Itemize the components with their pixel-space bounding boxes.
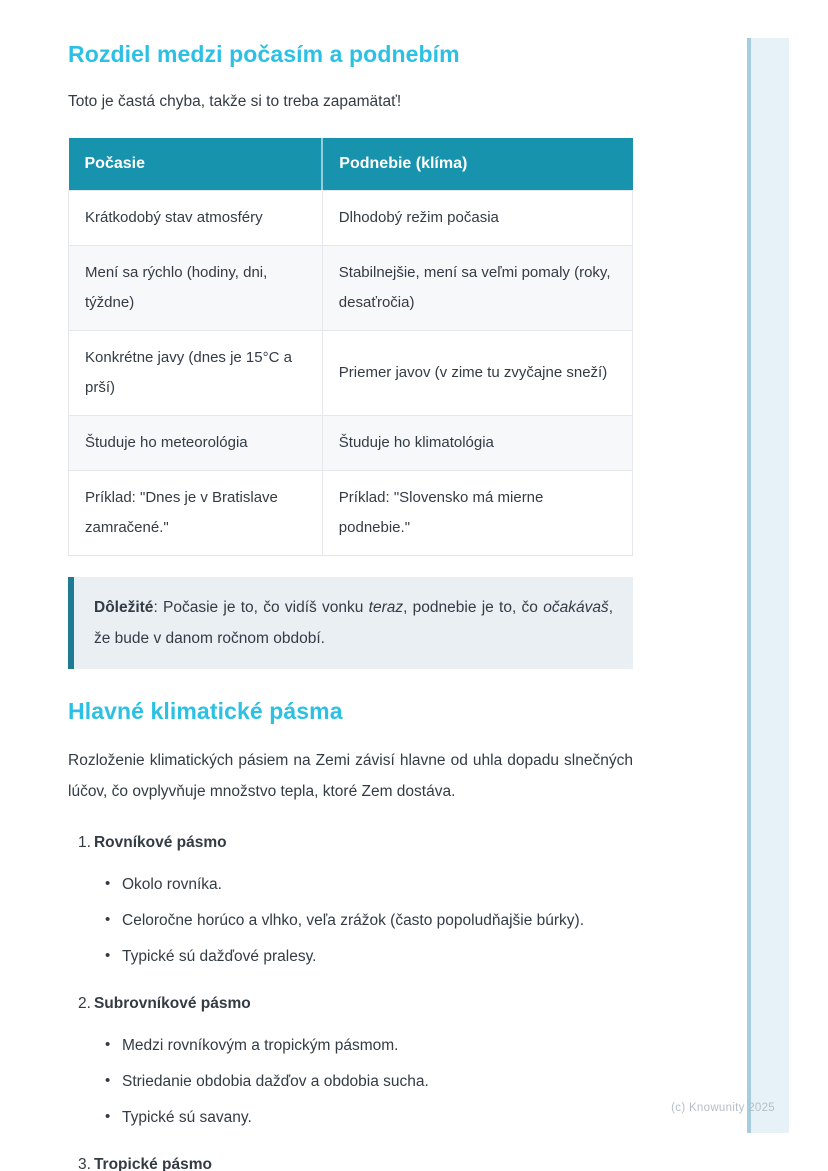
bullet-icon: • bbox=[105, 910, 111, 928]
callout-label: Dôležité bbox=[94, 598, 154, 616]
item-number: 1. bbox=[78, 833, 91, 851]
list-item: • Celoročne horúco a vlhko, veľa zrážok (často popoludňajšie búrky). bbox=[68, 909, 633, 932]
table-cell: Študuje ho meteorológia bbox=[69, 415, 323, 470]
item-number: 3. bbox=[78, 1155, 91, 1171]
list-item-2 bbox=[68, 992, 633, 1129]
table-row bbox=[69, 470, 633, 555]
bullet-list bbox=[68, 873, 633, 968]
callout-text: , že bude v danom ročnom období. bbox=[94, 598, 613, 647]
list-item-3 bbox=[68, 1153, 633, 1171]
item-label: Rovníkové pásmo bbox=[93, 833, 227, 851]
callout-text: , podnebie je to, čo bbox=[403, 598, 544, 616]
document-page bbox=[68, 0, 633, 1171]
item-number: 2. bbox=[78, 994, 91, 1012]
table-cell: Konkrétne javy (dnes je 15°C a prší) bbox=[69, 330, 323, 415]
list-item: • Typické sú savany. bbox=[68, 1106, 633, 1129]
callout-text: : Počasie je to, čo vidíš vonku bbox=[153, 598, 369, 616]
table-cell: Priemer javov (v zime tu zvyčajne sneží) bbox=[322, 330, 632, 415]
climate-zones-list bbox=[68, 831, 633, 1171]
bullet-icon: • bbox=[105, 1107, 111, 1125]
table-row bbox=[69, 330, 633, 415]
bullet-icon: • bbox=[105, 1071, 111, 1089]
bullet-icon: • bbox=[105, 1035, 111, 1053]
bullet-icon: • bbox=[105, 874, 111, 892]
callout-emphasis: očakávaš bbox=[543, 598, 609, 616]
numbered-item-heading bbox=[68, 992, 633, 1015]
table-cell: Mení sa rýchlo (hodiny, dni, týždne) bbox=[69, 245, 323, 330]
comparison-table bbox=[68, 138, 633, 556]
table-cell: Dlhodobý režim počasia bbox=[322, 190, 632, 245]
table-row bbox=[69, 245, 633, 330]
climate-zones-intro: Rozloženie klimatických pásiem na Zemi závisí hlavne od uhla dopadu slnečných lúčov, čo ovplyvňuje množstvo tepla, ktoré Zem dostáva. bbox=[68, 751, 633, 800]
list-item: • Okolo rovníka. bbox=[68, 873, 633, 896]
item-label: Tropické pásmo bbox=[93, 1155, 212, 1171]
item-label: Subrovníkové pásmo bbox=[93, 994, 251, 1012]
table-cell: Krátkodobý stav atmosféry bbox=[69, 190, 323, 245]
table-row bbox=[69, 415, 633, 470]
list-item: • Typické sú dažďové pralesy. bbox=[68, 945, 633, 968]
intro-text: Toto je častá chyba, takže si to treba zapamätať! bbox=[68, 93, 402, 110]
table-header-podnebie: Podnebie (klíma) bbox=[322, 138, 632, 190]
list-item: • Medzi rovníkovým a tropickým pásmom. bbox=[68, 1034, 633, 1057]
table-cell: Príklad: "Slovensko má mierne podnebie." bbox=[322, 470, 632, 555]
table-cell: Študuje ho klimatológia bbox=[322, 415, 632, 470]
bullet-list bbox=[68, 1034, 633, 1129]
bullet-icon: • bbox=[105, 946, 111, 964]
table-row bbox=[69, 190, 633, 245]
heading-climate-zones: Hlavné klimatické pásma bbox=[68, 697, 343, 724]
numbered-item-heading bbox=[68, 831, 633, 854]
table-header-row bbox=[69, 138, 633, 190]
table-cell: Príklad: "Dnes je v Bratislave zamračené." bbox=[69, 470, 323, 555]
important-callout bbox=[68, 577, 633, 669]
table-header-pocasie: Počasie bbox=[69, 138, 323, 190]
heading-weather-vs-climate: Rozdiel medzi počasím a podnebím bbox=[68, 41, 460, 67]
numbered-item-heading bbox=[68, 1153, 633, 1171]
list-item: • Striedanie obdobia dažďov a obdobia sucha. bbox=[68, 1070, 633, 1093]
copyright-footer: (c) Knowunity 2025 bbox=[671, 1102, 775, 1114]
list-item-1 bbox=[68, 831, 633, 968]
callout-emphasis: teraz bbox=[368, 598, 404, 616]
table-cell: Stabilnejšie, mení sa veľmi pomaly (roky, desaťročia) bbox=[322, 245, 632, 330]
page-side-strip bbox=[747, 38, 789, 1133]
